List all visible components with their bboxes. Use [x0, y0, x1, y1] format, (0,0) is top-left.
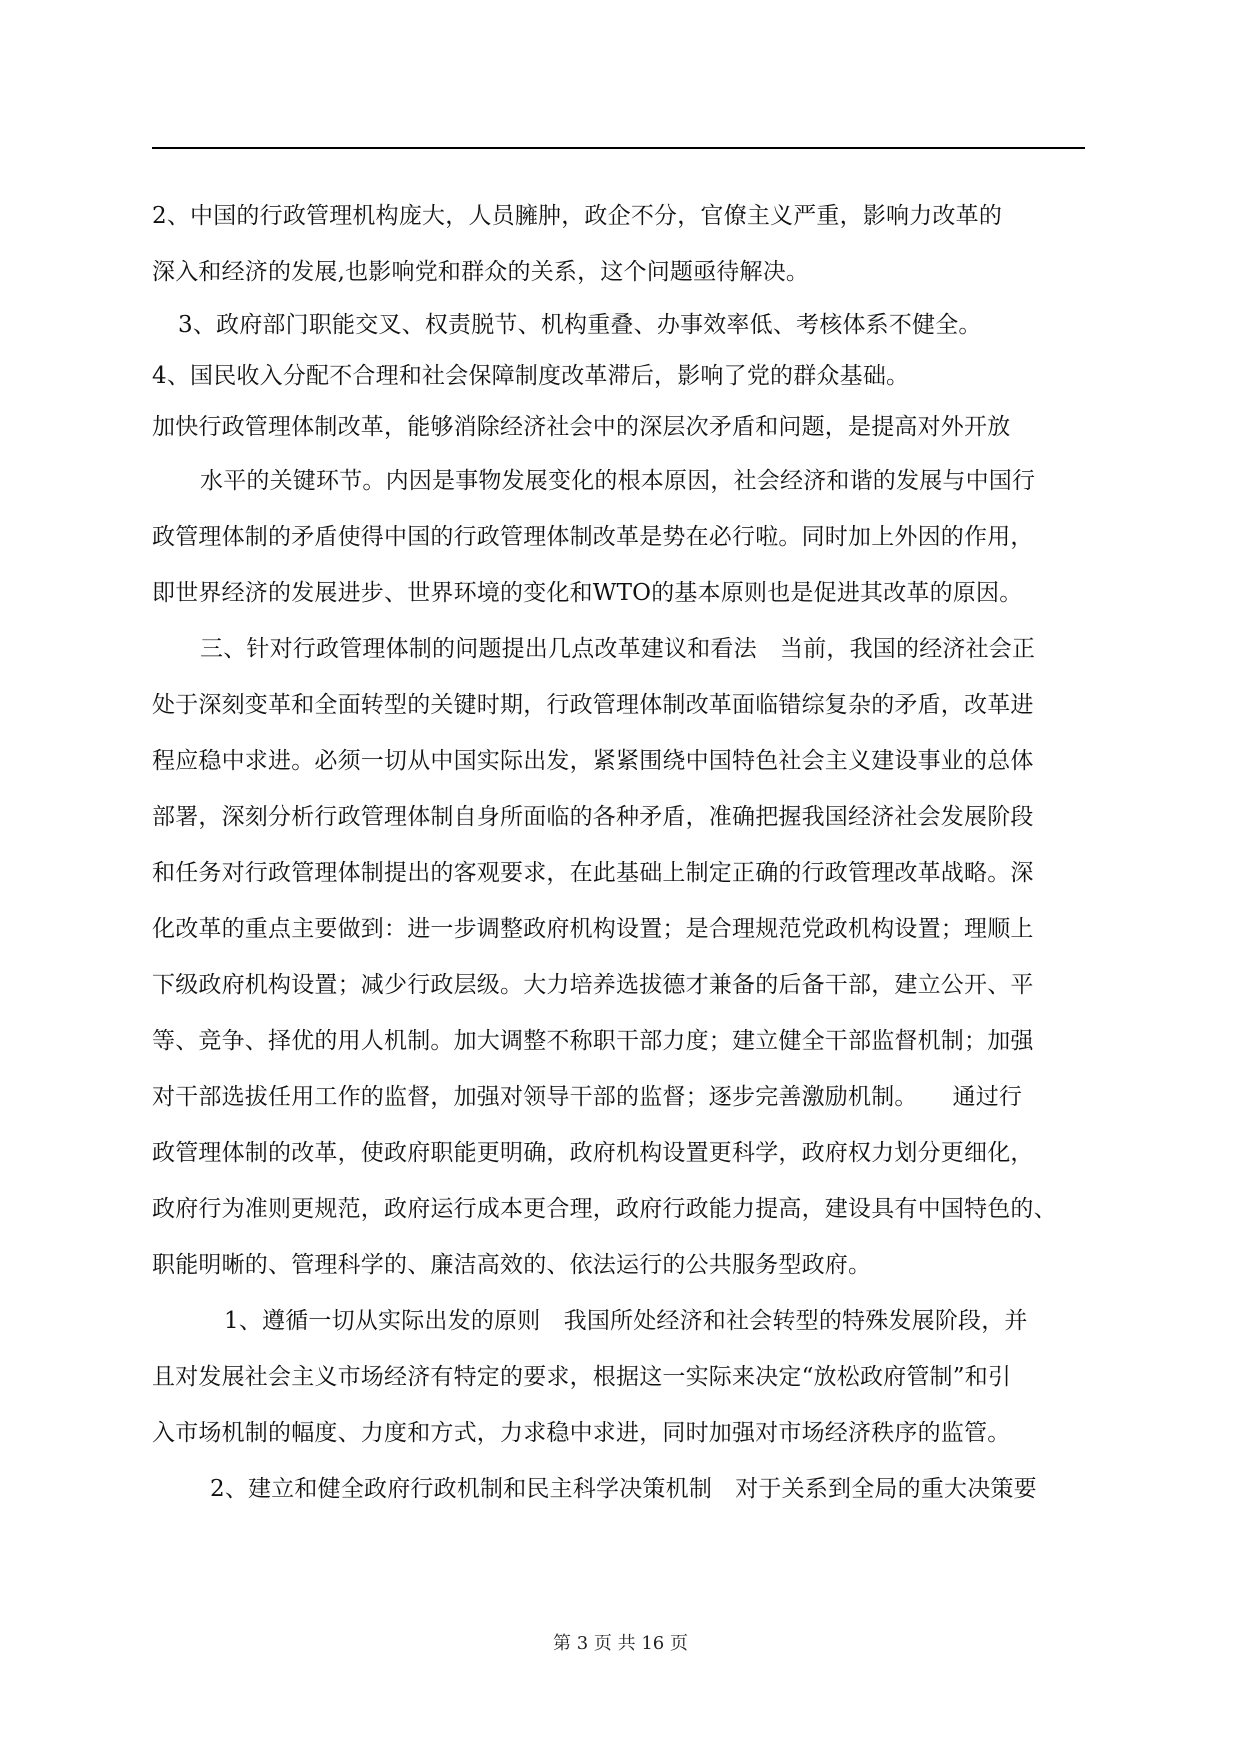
text-line: 2、中国的行政管理机构庞大，人员臃肿，政企不分，官僚主义严重，影响力改革的 — [152, 203, 1003, 229]
text-line: 职能明晰的、管理科学的、廉洁高效的、依法运行的公共服务型政府。 — [152, 1252, 872, 1278]
text-line: 1、遵循一切从实际出发的原则 我国所处经济和社会转型的特殊发展阶段，并 — [224, 1308, 1028, 1334]
text-line: 3、政府部门职能交叉、权责脱节、机构重叠、办事效率低、考核体系不健全。 — [178, 312, 982, 338]
page-number-footer: 第 3 页 共 16 页 — [553, 1633, 688, 1654]
text-line: 三、针对行政管理体制的问题提出几点改革建议和看法 当前，我国的经济社会正 — [200, 636, 1036, 662]
text-line: 即世界经济的发展进步、世界环境的变化和WTO的基本原则也是促进其改革的原因。 — [152, 580, 1023, 606]
text-line: 且对发展社会主义市场经济有特定的要求，根据这一实际来决定“放松政府管制”和引 — [152, 1364, 1012, 1390]
text-line: 处于深刻变革和全面转型的关键时期，行政管理体制改革面临错综复杂的矛盾，改革进 — [152, 692, 1034, 718]
text-line: 入市场机制的幅度、力度和方式，力求稳中求进，同时加强对市场经济秩序的监管。 — [152, 1420, 1011, 1446]
header-rule — [152, 147, 1085, 149]
text-line: 化改革的重点主要做到：进一步调整政府机构设置；是合理规范党政机构设置；理顺上 — [152, 916, 1034, 942]
text-line: 加快行政管理体制改革，能够消除经济社会中的深层次矛盾和问题，是提高对外开放 — [152, 414, 1011, 440]
text-line: 下级政府机构设置；减少行政层级。大力培养选拔德才兼备的后备干部，建立公开、平 — [152, 972, 1034, 998]
text-line: 和任务对行政管理体制提出的客观要求，在此基础上制定正确的行政管理改革战略。深 — [152, 860, 1034, 886]
text-line: 部署，深刻分析行政管理体制自身所面临的各种矛盾，准确把握我国经济社会发展阶段 — [152, 804, 1034, 830]
text-line: 政府行为准则更规范，政府运行成本更合理，政府行政能力提高，建设具有中国特色的、 — [152, 1196, 1057, 1222]
text-line: 对干部选拔任用工作的监督，加强对领导干部的监督；逐步完善激励机制。 通过行 — [152, 1084, 1023, 1110]
text-line: 4、国民收入分配不合理和社会保障制度改革滞后，影响了党的群众基础。 — [152, 363, 910, 389]
document-body — [152, 188, 1097, 1517]
text-line: 深入和经济的发展,也影响党和群众的关系，这个问题亟待解决。 — [152, 259, 810, 285]
text-line: 程应稳中求进。必须一切从中国实际出发，紧紧围绕中国特色社会主义建设事业的总体 — [152, 748, 1034, 774]
text-line: 政管理体制的矛盾使得中国的行政管理体制改革是势在必行啦。同时加上外因的作用， — [152, 524, 1034, 550]
text-line: 政管理体制的改革，使政府职能更明确，政府机构设置更科学，政府权力划分更细化， — [152, 1140, 1034, 1166]
text-line: 水平的关键环节。内因是事物发展变化的根本原因，社会经济和谐的发展与中国行 — [200, 468, 1036, 494]
text-line: 2、建立和健全政府行政机制和民主科学决策机制 对于关系到全局的重大决策要 — [210, 1476, 1037, 1502]
text-line: 等、竞争、择优的用人机制。加大调整不称职干部力度；建立健全干部监督机制；加强 — [152, 1028, 1034, 1054]
